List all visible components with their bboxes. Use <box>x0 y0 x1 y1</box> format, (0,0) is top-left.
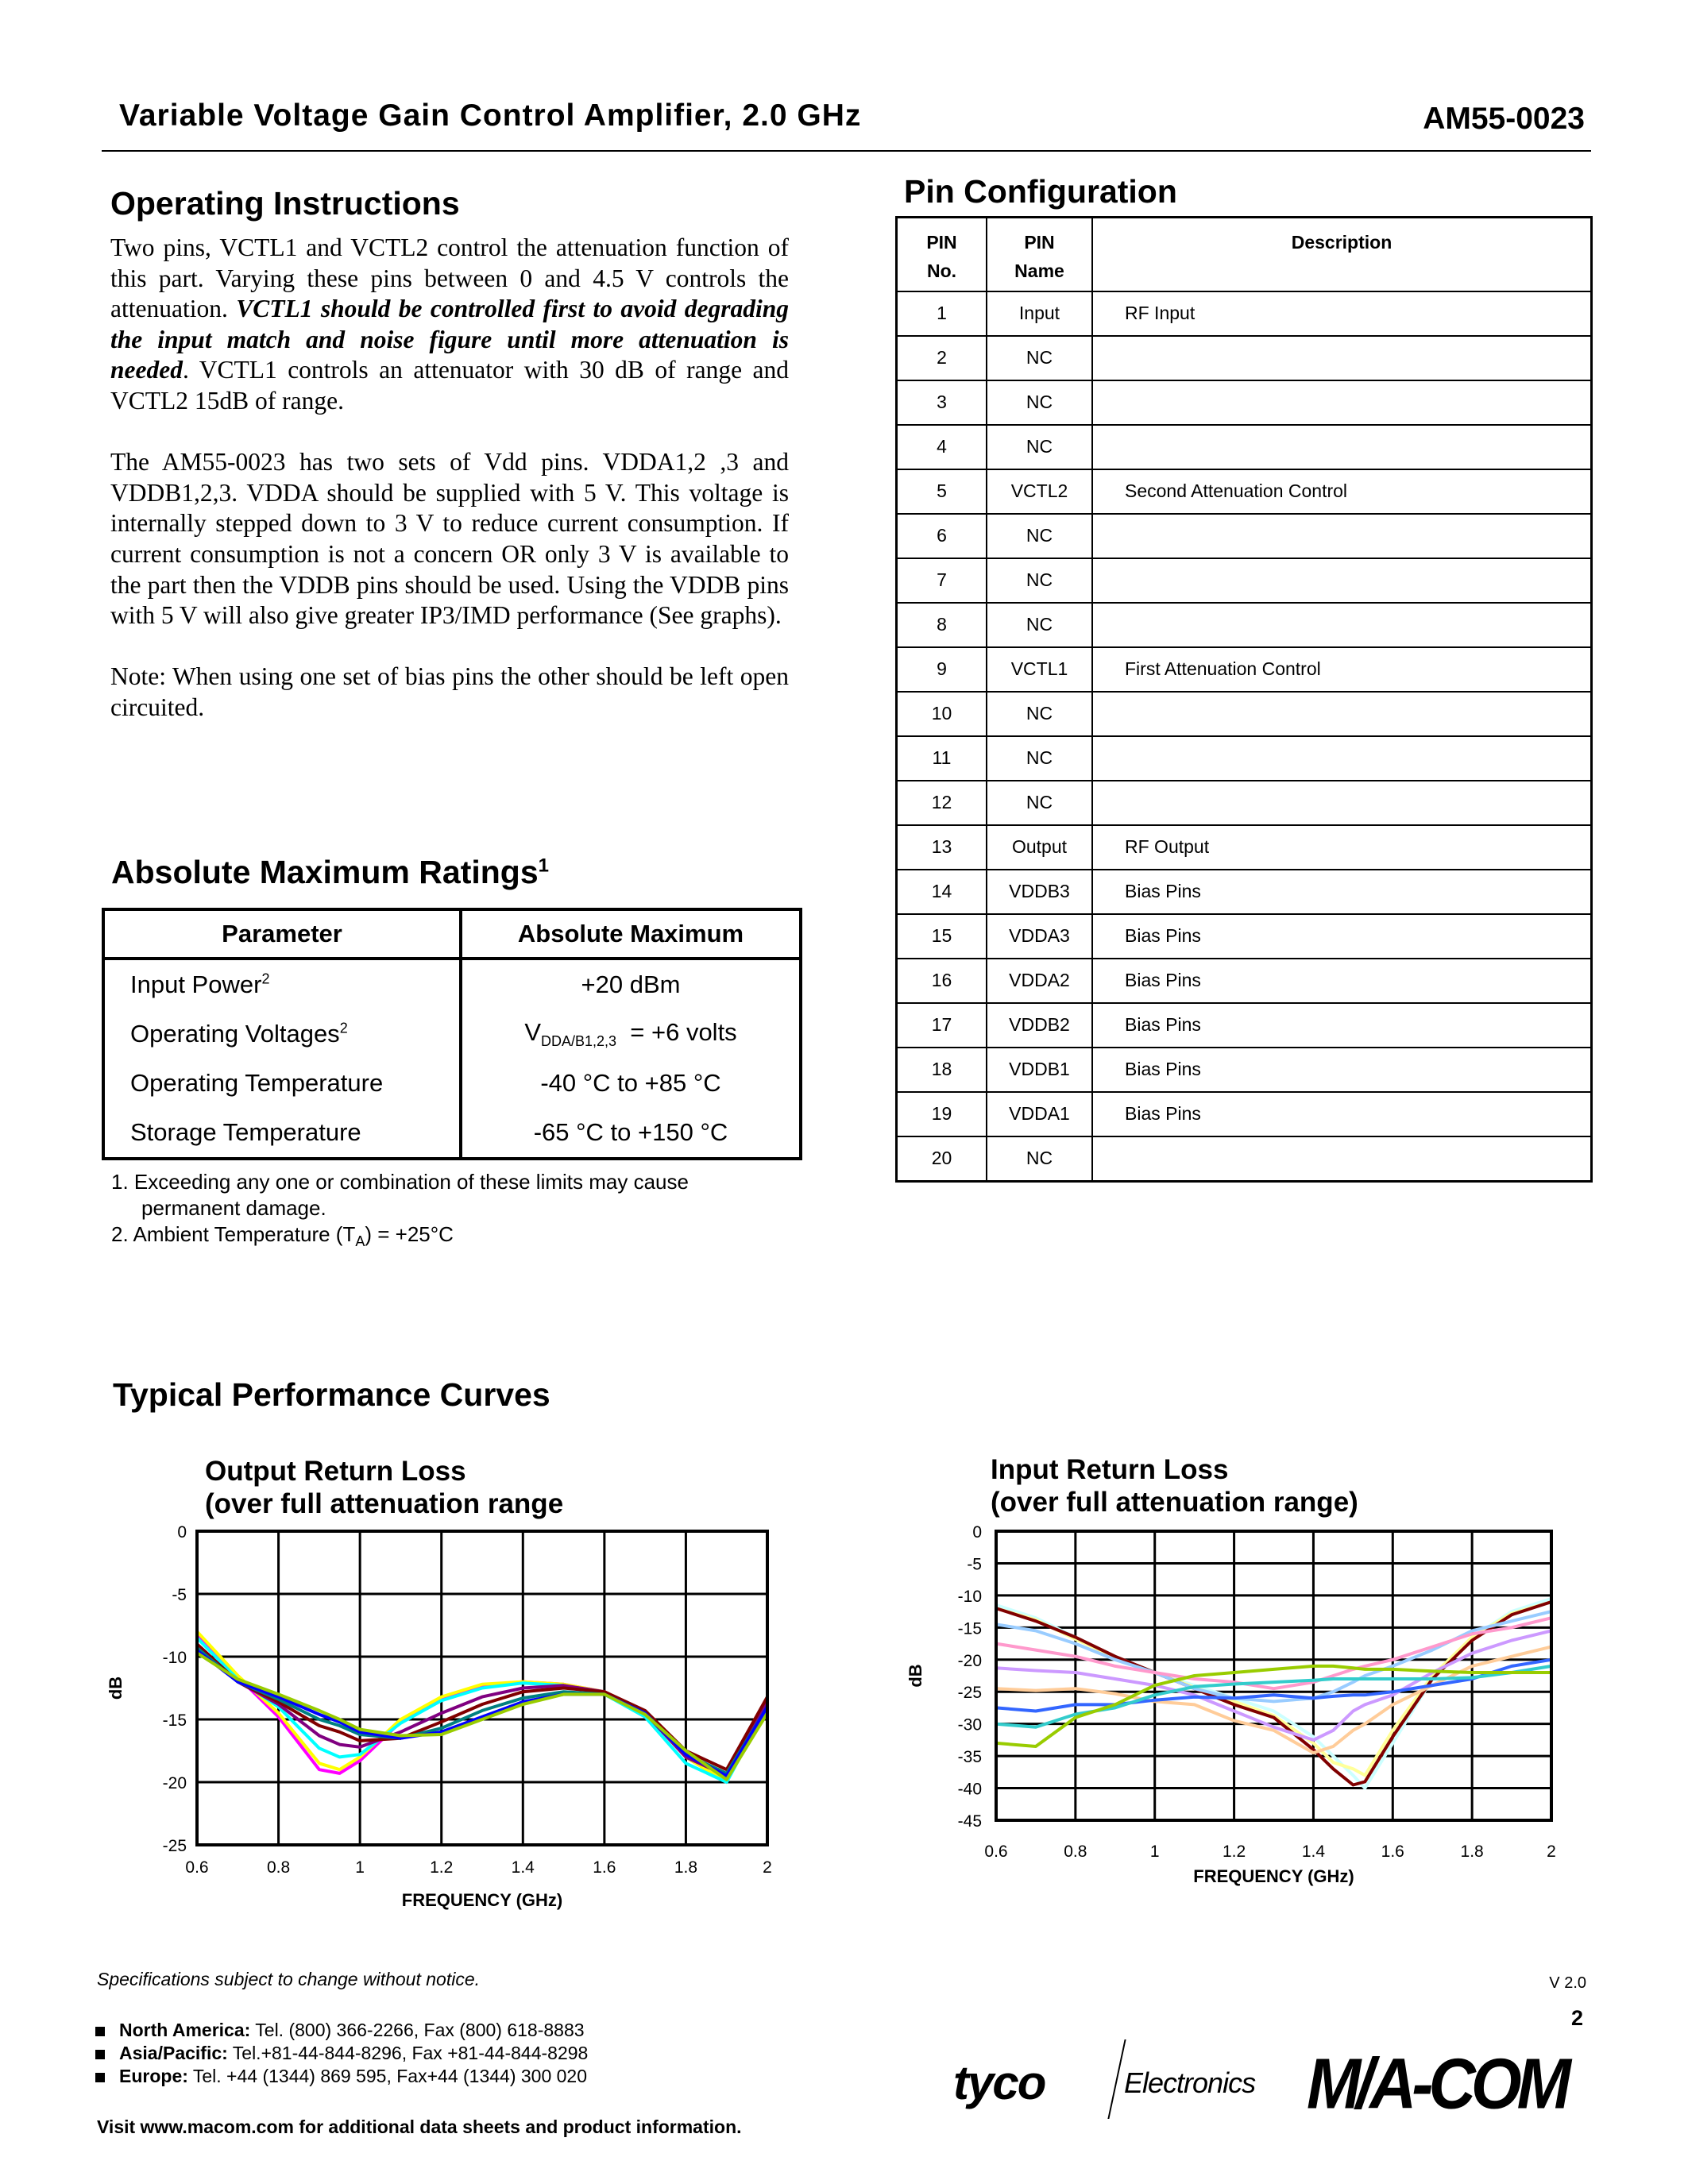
contact-info: Tel. +44 (1344) 869 595, Fax+44 (1344) 300 020 <box>192 2066 588 2086</box>
y-axis-label: dB <box>906 1664 925 1688</box>
pin-description: Bias Pins <box>1092 1092 1592 1136</box>
pin-number: 14 <box>897 870 987 914</box>
pin-description: Second Attenuation Control <box>1092 469 1592 514</box>
pin-name: VDDB1 <box>987 1048 1092 1092</box>
contact-info: Tel. (800) 366-2266, Fax (800) 618-8883 <box>255 2020 585 2040</box>
column-header: Absolute Maximum <box>461 909 801 959</box>
pin-number: 13 <box>897 825 987 870</box>
pin-name: Input <box>987 291 1092 336</box>
text: PIN <box>1024 232 1055 253</box>
pin-name: NC <box>987 781 1092 825</box>
x-tick-label: 1.6 <box>1381 1843 1404 1861</box>
pin-number: 3 <box>897 380 987 425</box>
x-axis-label: FREQUENCY (GHz) <box>401 1890 563 1910</box>
subscript: A <box>355 1233 365 1250</box>
y-tick-label: -10 <box>957 1587 982 1606</box>
value: -65 °C to +150 °C <box>533 1118 728 1146</box>
x-tick-label: 1 <box>1149 1843 1160 1861</box>
column-header-description: Description <box>1092 218 1592 291</box>
text: Two pins, VCTL1 and VCTL2 control the attenuation function of this part. Varying these pins between 0 and 4.5 V controls the attenuation. <box>110 233 789 323</box>
paragraph-2: The AM55-0023 has two sets of Vdd pins. VDDA1,2 ,3 and VDDB1,2,3. VDDA should be supplied with 5 V. This voltage is internally stepped down to 3 V to reduce current consumption. If current consumption is not a concern OR only 3 V is available to the part then the VDDB pins should be used. Using the VDDB pins with 5 V will also give greater IP3/IMD performance (See graphs). <box>110 448 789 630</box>
contact-line <box>95 2019 588 2042</box>
pin-name: NC <box>987 603 1092 647</box>
x-axis-label: FREQUENCY (GHz) <box>1193 1866 1354 1886</box>
pin-number: 12 <box>897 781 987 825</box>
x-tick-label: 2 <box>1547 1843 1556 1861</box>
title: Input Return Loss <box>991 1454 1229 1485</box>
note: 1. Exceeding any one or combination of these limits may cause <box>111 1170 689 1194</box>
pin-description: Bias Pins <box>1092 1003 1592 1048</box>
y-tick-label: -5 <box>172 1586 187 1604</box>
pin-number: 10 <box>897 692 987 736</box>
pin-description: Bias Pins <box>1092 914 1592 959</box>
x-tick-label: 1.2 <box>1222 1843 1246 1861</box>
column-header: Parameter <box>103 909 461 959</box>
region: Europe: <box>119 2066 188 2086</box>
y-tick-label: -10 <box>162 1649 187 1667</box>
pin-number: 4 <box>897 425 987 469</box>
subtitle: (over full attenuation range <box>205 1488 564 1519</box>
part-number: AM55-0023 <box>1423 102 1585 136</box>
pin-name: NC <box>987 514 1092 558</box>
page-number: 2 <box>1570 2006 1583 2030</box>
pin-name: NC <box>987 380 1092 425</box>
pin-description: Bias Pins <box>1092 870 1592 914</box>
pin-name: VDDA2 <box>987 959 1092 1003</box>
y-tick-label: -15 <box>957 1619 982 1638</box>
value: -40 °C to +85 °C <box>540 1069 721 1097</box>
pin-name: VDDA3 <box>987 914 1092 959</box>
v: V <box>524 1017 541 1046</box>
y-tick-label: -25 <box>162 1837 187 1855</box>
pin-name: NC <box>987 736 1092 781</box>
pin-number: 18 <box>897 1048 987 1092</box>
value: +20 dBm <box>581 970 681 998</box>
pin-number: 1 <box>897 291 987 336</box>
pin-number: 6 <box>897 514 987 558</box>
bullet-icon <box>95 2027 105 2036</box>
pin-number: 15 <box>897 914 987 959</box>
pin-name: Output <box>987 825 1092 870</box>
pin-number: 19 <box>897 1092 987 1136</box>
pin-name: NC <box>987 692 1092 736</box>
bullet-icon <box>95 2073 105 2082</box>
series-line-3 <box>996 1602 1551 1785</box>
y-tick-label: -20 <box>162 1774 187 1792</box>
heading-text: Absolute Maximum Ratings <box>111 854 539 890</box>
pin-name: NC <box>987 1136 1092 1182</box>
x-tick-label: 0.8 <box>1064 1843 1087 1861</box>
visit-text: Visit www.macom.com for additional data sheets and product information. <box>97 2116 742 2137</box>
contacts <box>95 2019 588 2088</box>
pin-description: RF Input <box>1092 291 1592 336</box>
v-rest: = +6 volts <box>616 1017 737 1046</box>
pin-name: NC <box>987 336 1092 380</box>
y-tick-label: -20 <box>957 1651 982 1670</box>
curves-heading: Typical Performance Curves <box>113 1376 550 1413</box>
series-line-7 <box>996 1647 1551 1754</box>
y-tick-label: -5 <box>967 1555 982 1574</box>
pin-number: 20 <box>897 1136 987 1182</box>
text: Name <box>1014 260 1064 281</box>
tyco-electronics-logo <box>953 2039 1287 2119</box>
pin-name: VDDB3 <box>987 870 1092 914</box>
pin-number: 16 <box>897 959 987 1003</box>
x-tick-label: 0.8 <box>266 1858 291 1877</box>
y-tick-label: -35 <box>957 1748 982 1767</box>
y-tick-label: -30 <box>957 1715 982 1734</box>
text: ) = +25°C <box>365 1222 454 1246</box>
x-tick-label: 1.6 <box>593 1858 616 1877</box>
text: PIN <box>926 232 957 253</box>
text: No. <box>926 260 957 281</box>
x-tick-label: 2 <box>763 1858 772 1877</box>
text: . VCTL1 controls an attenuator with 30 dB of range and VCTL2 15dB of range. <box>110 356 789 415</box>
x-tick-label: 1 <box>355 1858 365 1877</box>
document-title: Variable Voltage Gain Control Amplifier, 2.0 GHz <box>119 98 862 133</box>
y-axis-label: dB <box>106 1676 126 1700</box>
pin-name: VDDB2 <box>987 1003 1092 1048</box>
emphasis-text: VCTL1 should be controlled first to avoid degrading the input match and noise figure until more attenuation is needed <box>110 295 789 384</box>
x-tick-label: 0.6 <box>185 1858 209 1877</box>
region: Asia/Pacific: <box>119 2043 228 2063</box>
operating-instructions-heading: Operating Instructions <box>110 185 460 222</box>
y-tick-label: -40 <box>957 1780 982 1799</box>
x-tick-label: 0.6 <box>984 1843 1008 1861</box>
pin-number: 2 <box>897 336 987 380</box>
pin-number: 11 <box>897 736 987 781</box>
plot-frame <box>996 1531 1551 1820</box>
text: 2. Ambient Temperature (T <box>111 1222 356 1246</box>
pin-name: VCTL1 <box>987 647 1092 692</box>
note: permanent damage. <box>141 1196 326 1220</box>
pin-number: 8 <box>897 603 987 647</box>
x-tick-label: 1.4 <box>511 1858 535 1877</box>
contact-line <box>95 2042 588 2065</box>
y-tick-label: -45 <box>957 1812 982 1831</box>
subtitle: (over full attenuation range) <box>991 1487 1358 1518</box>
footnote-ref: 2 <box>261 970 270 987</box>
pin-name: NC <box>987 558 1092 603</box>
logo-tyco: tyco <box>953 2056 1045 2109</box>
contact-info: Tel.+81-44-844-8296, Fax +81-44-844-8298 <box>232 2043 589 2063</box>
pin-name: NC <box>987 425 1092 469</box>
y-tick-label: -25 <box>957 1684 982 1703</box>
pin-description: Bias Pins <box>1092 1048 1592 1092</box>
x-tick-label: 1.8 <box>1460 1843 1484 1861</box>
x-tick-label: 1.8 <box>674 1858 698 1877</box>
pin-name: VDDA1 <box>987 1092 1092 1136</box>
param: Operating Voltages <box>130 1020 340 1048</box>
pin-description: First Attenuation Control <box>1092 647 1592 692</box>
chart-2 <box>906 1523 1556 1886</box>
y-tick-label: -15 <box>162 1711 187 1730</box>
pin-number: 7 <box>897 558 987 603</box>
pin-config-heading: Pin Configuration <box>904 173 1177 210</box>
y-tick-label: 0 <box>972 1523 982 1542</box>
chart-1 <box>106 1523 772 1910</box>
title: Output Return Loss <box>205 1456 466 1487</box>
pin-number: 17 <box>897 1003 987 1048</box>
param: Operating Temperature <box>103 1059 461 1108</box>
param: Input Power <box>130 970 262 998</box>
param: Storage Temperature <box>103 1108 461 1159</box>
pin-name: VCTL2 <box>987 469 1092 514</box>
region: North America: <box>119 2020 251 2040</box>
logo-electronics: Electronics <box>1124 2066 1256 2099</box>
disclaimer: Specifications subject to change without notice. <box>97 1969 481 1989</box>
paragraph-3: Note: When using one set of bias pins the other should be left open circuited. <box>110 662 789 721</box>
pin-number: 5 <box>897 469 987 514</box>
y-tick-label: 0 <box>177 1523 187 1542</box>
pin-description: RF Output <box>1092 825 1592 870</box>
macom-logo: M/A-COM <box>1307 2044 1566 2124</box>
bullet-icon <box>95 2050 105 2059</box>
pin-description: Bias Pins <box>1092 959 1592 1003</box>
version: V 2.0 <box>1549 1974 1586 1992</box>
footnote-ref: 2 <box>339 1020 348 1036</box>
pin-number: 9 <box>897 647 987 692</box>
x-tick-label: 1.2 <box>430 1858 454 1877</box>
x-tick-label: 1.4 <box>1301 1843 1326 1861</box>
contact-line <box>95 2065 588 2088</box>
footnote-ref: 1 <box>538 855 549 877</box>
subscript: DDA/B1,2,3 <box>541 1033 617 1050</box>
